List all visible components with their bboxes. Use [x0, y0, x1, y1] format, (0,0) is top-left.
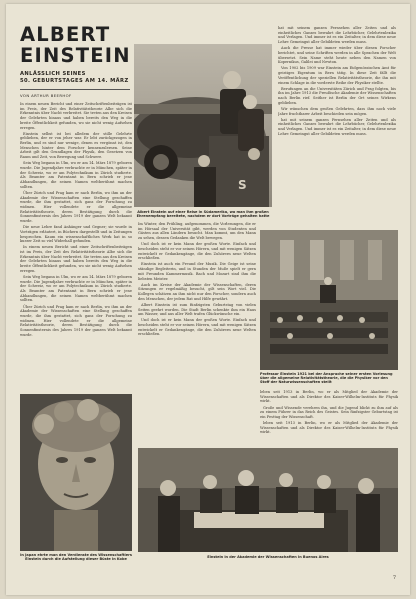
paragraph: leben seit 1913 in Berlin, wo er als Mitglied der Akademie der Wissenschaften und als Direktor des Kaiser-Wilhelm-Instituts für Physik wirkt. [260, 421, 398, 435]
paragraph: Berufungen an die Universitäten Zürich und Prag folgten, bis ihn im Jahre 1913 die Preußische Akademie der Wissenschaften nach Berlin rief. Seither ist Berlin der Ort seines Wirkens geblieben. [278, 86, 396, 105]
paragraph: Auch die Presse hat immer wieder über diesen Forscher berichtet, und seine Schriften werden in alle Sprachen der Welt übersetzt. Sein Name steht heute neben den Namen von Kopernikus, Galilei und Newton. [278, 46, 396, 65]
paragraph: Über Zürich und Prag kam er nach Berlin, wo ihm an der Akademie der Wissenschaften eine Stellung geschaffen wurde, die ihm gestattet, sich ganz der Forschung zu widmen. Hier vollendete er die allgemeine Relativitätstheorie, deren Bestätigung durch die Sonnenfinsternis des Jahres 1919 der ganzen Welt bekannt wurde. [20, 190, 132, 224]
photo-lecture-hall-image [260, 230, 398, 370]
photo-lecture-hall [260, 230, 398, 370]
article-title [20, 24, 145, 66]
magazine-page [6, 4, 410, 595]
photo-airplane [134, 44, 272, 207]
paragraph: Über Zürich und Prag kam er nach Berlin, wo ihm an der Akademie der Wissenschaften eine Stellung geschaffen wurde, die ihm gestattet, sich ganz der Forschung zu widmen. Hier vollendete er die allgemeine Relativitätstheorie, deren Bestätigung durch die Sonnenfinsternis des Jahres 1919 der ganzen Welt bekannt wurde. [20, 304, 132, 337]
paragraph: In einem neuen Bericht und einer Zeitschriftenbeiträgen ist im Preis, der Zeit des Relativitätstheorie Albe sich die Erkenntnis über Nacht verbreitet. Sie treten aus den Kreisen der Gelehrten hinaus und haben bereits den Weg in die breite Öffentlichkeit gefunden, wo sie nicht wenig Aufsehen erregen. [20, 102, 132, 130]
paragraph: Die neue Lehre fand Anhänger und Gegner; sie wurde in Vorträgen erläutert, in Büchern dargestellt und in Zeitungen besprochen. Kaum ein wissenschaftliches Werk hat in so kurzer Zeit so viel Widerhall gefunden. [20, 225, 132, 244]
title-line-1: ALBERT [20, 23, 111, 46]
photo-academy [138, 448, 398, 552]
article-subtitle [20, 71, 150, 85]
text-column-right-bottom [260, 390, 398, 442]
subtitle-line-2: 50. GEBURTSTAGES AM 14. MÄRZ [20, 78, 129, 84]
paragraph: Wir wünschen dem großen Gelehrten, dass ihm noch viele Jahre fruchtbarer Arbeit beschieden sein mögen. [278, 106, 396, 116]
paragraph: Große und Wissende verehren ihn, und die Jugend blickt zu ihm auf als zu einem Führer in das Reich des Geistes. Sein fünfzigster Geburtstag ist ein Festtag der Wissenschaft. [260, 405, 398, 419]
photo-bust [20, 394, 132, 551]
photo-bust-image [20, 394, 132, 551]
title-line-2: EINSTEIN [20, 44, 131, 67]
caption-academy: Einstein in der Akademie der Wissenschaften in Buenos Aires [207, 555, 329, 559]
paragraph: Sein Weg begann in Ulm, wo er am 14. März 1879 geboren wurde. Die Jugendjahre verbrachte er in München, später in der Schweiz, wo er am Polytechnikum in Zürich studierte. Als Beamter am Patentamt in Bern schrieb er jene Abhandlungen, die seinen Namen weltberühmt machen sollten. [20, 161, 132, 189]
paragraph: Albert Einstein ist zum fünfzigsten Geburtstag von vielen Seiten geehrt worden. Die Stadt Berlin schenkte ihm ein Haus am Wasser, und aus aller Welt trafen Glückwünsche ein. [138, 302, 256, 317]
paragraph: Einstein selbst ist bei alledem der stille Gelehrte geblieben, der er von jeher war. Er lebt zurückgezogen in Berlin, und es sind nur wenige, denen es vergönnt ist, den Menschen hinter dem Forscher kennenzulernen. Seine Arbeit gilt den Grundlagen der Physik, den Gesetzen von Raum und Zeit, von Bewegung und Schwere. [20, 131, 132, 160]
paragraph: Einstein ist auch ein Freund der Musik. Die Geige ist seine ständige Begleiterin, und in Stunden der Muße spielt er gern mit Freunden Kammermusik. Bach und Mozart sind ihm die liebsten Meister. [138, 262, 256, 281]
photo-airplane-image [134, 44, 272, 207]
byline: VON ARTHUR BEERHOF [20, 93, 72, 98]
subtitle-line-1: ANLÄSSLICH SEINES [20, 71, 86, 77]
title-rule [20, 89, 130, 90]
paragraph: hat mit seinem ganzen Fernsehen aller Zeiten und als einheitliches Ganzes bewahrt die Lehrbücher, Gelehrtenlexika und Verlagen. Und immer ist es ein Zeitalter, in dem diese neue Lehre Gemeingut aller Gebildeten werden muss. [278, 117, 396, 136]
caption-lecture-hall: Professor Einstein 1921 bei der Ansprache seiner ersten Vorlesung über die allgemeine Relativitätstheorie, die die Physiker vor den Stoff der Naturwissenschaften stellt [260, 372, 393, 385]
paragraph: Und doch ist er kein Mann der großen Worte. Einfach und bescheiden steht er vor seinen Hörern, und mit wenigen Sätzen entwickelt er Gedankengänge, die den Zuhörern neue Welten erschließen. [138, 242, 256, 261]
text-column-left [20, 102, 132, 390]
paragraph: Und doch ist er kein Mann der großen Worte. Einfach und bescheiden steht er vor seinen Hörern, und mit wenigen Sätzen entwickelt er Gedankengänge, die den Zuhörern neue Welten erschließen. [138, 318, 256, 337]
page-number: 7 [392, 575, 396, 581]
paragraph: Von 1902 bis 1909 war Einstein am Eidgenössischen Amt für geistiges Eigentum in Bern tätig. In diese Zeit fällt die Veröffentlichung der speziellen Relativitätstheorie, die ihn mit einem Schlage in die vorderste Reihe der Physiker stellte. [278, 66, 396, 85]
caption-airplane: Albert Einstein auf einer Reise in Südamerika, wo man ihm großen Ehrenempfang bereitete, nachdem er dort Vorträge gehalten hatte [136, 210, 270, 219]
photo-academy-image [138, 448, 398, 552]
paragraph: hat mit seinem ganzen Fernsehen aller Zeiten und als einheitliches Ganzes bewahrt die Lehrbücher, Gelehrtenlexika und Verlagen. Und immer ist es ein Zeitalter, in dem diese neue Lehre Gemeingut aller Gebildeten werden muss. [278, 26, 396, 45]
svg-text:S: S [238, 178, 247, 192]
paragraph: In einem neuen Bericht und einer Zeitschriftenbeiträgen ist im Preis, der Zeit des Relativitätstheorie Albe sich die Erkenntnis über Nacht verbreitet. Sie treten aus den Kreisen der Gelehrten hinaus und haben bereits den Weg in die breite Öffentlichkeit gefunden, wo sie nicht wenig Aufsehen erregen. [20, 245, 132, 273]
text-column-right-top [278, 26, 396, 226]
paragraph: Sein Weg begann in Ulm, wo er am 14. März 1879 geboren wurde. Die Jugendjahre verbrachte er in München, später in der Schweiz, wo er am Polytechnikum in Zürich studierte. Als Beamter am Patentamt in Bern schrieb er jene Abhandlungen, die seinen Namen weltberühmt machen sollten. [20, 274, 132, 303]
caption-bust: In Japan ehrte man den Verdienste des Wissenschaftlers Einstein durch die Aufstellung dieser Büste in Kobe [20, 553, 132, 562]
paragraph: leben seit 1913 in Berlin, wo er als Mitglied der Akademie der Wissenschaften und als Direktor des Kaiser-Wilhelm-Instituts für Physik wirkt. [260, 390, 398, 404]
text-column-middle [138, 222, 256, 444]
paragraph: Im Winter, den Frühling, aufgenommen, die Vorlesungen, die er im Hörsaal der Universität gibt, werden von Studenten und Gästen aus allen Ländern besucht. Man kommt, um den Mann zu sehen, dessen Gedanken die Welt bewegen. [138, 222, 256, 241]
paragraph: Auch im Kreise der Akademie der Wissenschaften, deren Sitzungen er regelmäßig besucht, gilt sein Wort viel. Die Kollegen schätzen an ihm nicht nur den Forscher, sondern auch den Menschen, der jedem Rat und Hilfe gewährt. [138, 282, 256, 301]
